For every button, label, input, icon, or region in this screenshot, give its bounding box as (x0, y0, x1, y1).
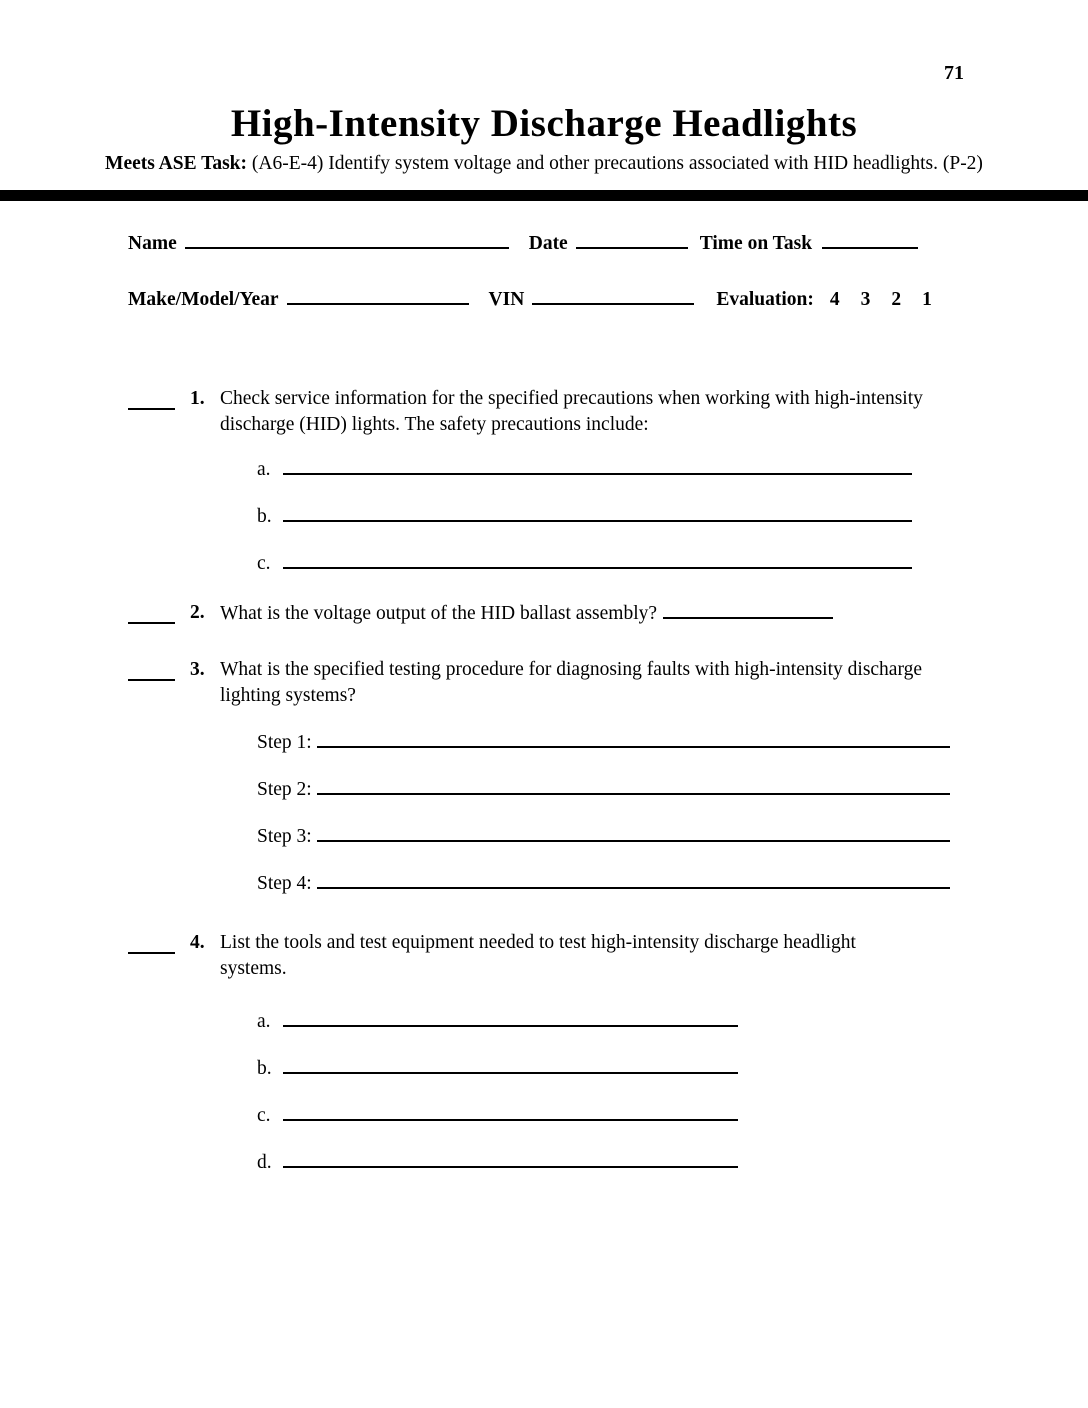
step-1-line (317, 727, 950, 748)
evaluation-label: Evaluation: (716, 289, 814, 311)
answer-row-c (257, 1100, 1088, 1126)
answer-line-a (283, 454, 912, 475)
question-3-grade-line (128, 657, 175, 681)
evaluation-value-1: 1 (922, 289, 932, 311)
answer-line-c (283, 548, 912, 569)
step-4-line (317, 868, 950, 889)
question-3-steps (257, 727, 1088, 894)
time-on-task-line (822, 228, 918, 249)
evaluation-value-3: 3 (860, 289, 871, 311)
time-on-task-label: Time on Task (699, 233, 813, 255)
question-1 (128, 386, 923, 438)
evaluation-value-2: 2 (891, 289, 902, 311)
question-2 (128, 600, 923, 627)
answer-line-d (283, 1147, 738, 1168)
header-row-1 (128, 228, 1088, 255)
question-3-number: 3. (190, 659, 205, 681)
page-number: 71 (944, 62, 964, 84)
step-2-line (317, 774, 950, 795)
answer-line-b (283, 501, 912, 522)
answer-letter-b: b. (257, 506, 272, 528)
date-label: Date (528, 233, 568, 255)
step-row-4 (257, 868, 1088, 894)
answer-letter-b: b. (257, 1057, 272, 1079)
ase-task-line (104, 152, 984, 177)
question-3-text: What is the specified testing procedure for diagnosing faults with high-intensity discharge lighting systems? (220, 659, 923, 706)
answer-row-a (257, 454, 1088, 481)
evaluation-value-4: 4 (829, 289, 840, 311)
question-2-answer-line (663, 600, 833, 619)
page-content (0, 228, 1088, 1173)
answer-letter-a: a. (257, 1010, 271, 1032)
step-row-2 (257, 774, 1088, 800)
question-3 (128, 657, 923, 709)
question-1-blanks (257, 454, 1088, 575)
step-4-label: Step 4: (257, 872, 312, 894)
question-1-text: Check service information for the specified precautions when working with high-intensity discharge (HID) lights. The safety precautions include: (220, 388, 923, 436)
answer-row-b (257, 1053, 1088, 1079)
step-row-1 (257, 727, 1088, 753)
answer-line-c (283, 1100, 738, 1121)
question-4-grade-line (128, 930, 175, 954)
date-line (576, 228, 688, 249)
question-1-grade-line (128, 386, 175, 410)
vin-label: VIN (488, 289, 525, 311)
question-4-number: 4. (190, 931, 205, 953)
question-2-text-content: What is the voltage output of the HID ballast assembly? (220, 603, 658, 625)
page-title: High-Intensity Discharge Headlights (230, 102, 858, 145)
question-1-number: 1. (190, 388, 205, 410)
vin-line (532, 284, 694, 305)
make-model-year-line (287, 284, 469, 305)
step-3-line (317, 821, 950, 842)
header-row-2 (128, 284, 1088, 311)
question-2-number: 2. (190, 602, 205, 624)
answer-row-a (257, 1006, 1088, 1032)
answer-letter-c: c. (257, 1104, 271, 1126)
question-4-blanks (257, 1006, 1088, 1173)
question-4 (128, 930, 923, 982)
name-label: Name (128, 233, 177, 255)
name-line (185, 228, 509, 249)
question-4-text: List the tools and test equipment needed to test high-intensity discharge headlight systems. (220, 931, 856, 979)
answer-line-a (283, 1006, 738, 1027)
ase-task-label: Meets ASE Task: (105, 152, 247, 174)
answer-letter-a: a. (257, 459, 271, 481)
divider-rule (0, 190, 1088, 201)
step-2-label: Step 2: (257, 778, 312, 800)
answer-row-b (257, 501, 1088, 528)
ase-task-text: (A6-E-4) Identify system voltage and other precautions associated with HID headlights. (P-2) (251, 152, 983, 174)
question-2-grade-line (128, 600, 175, 624)
answer-line-b (283, 1053, 738, 1074)
answer-row-c (257, 548, 1088, 575)
step-1-label: Step 1: (257, 731, 312, 753)
answer-row-d (257, 1147, 1088, 1173)
answer-letter-c: c. (257, 553, 271, 575)
answer-letter-d: d. (257, 1151, 272, 1173)
question-2-text (220, 600, 923, 627)
step-3-label: Step 3: (257, 825, 312, 847)
step-row-3 (257, 821, 1088, 847)
make-model-year-label: Make/Model/Year (128, 289, 279, 311)
